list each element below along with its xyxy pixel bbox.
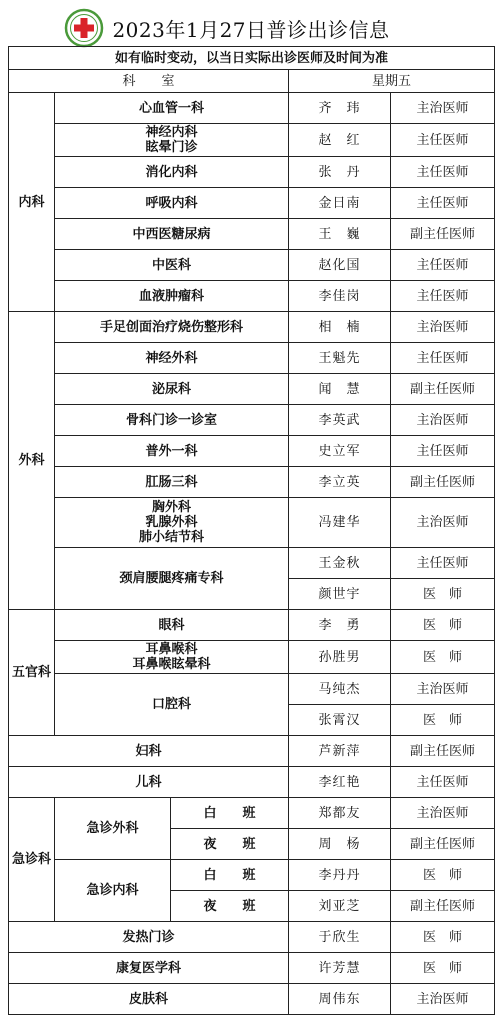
dept-cell: 泌尿科 [55, 374, 289, 405]
dept-cell: 发热门诊 [9, 922, 289, 953]
doctor-cell: 李红艳 [289, 767, 391, 798]
title-cell: 医 师 [391, 922, 495, 953]
doctor-cell: 王金秋 [289, 548, 391, 579]
table-row [9, 767, 495, 798]
doctor-cell: 冯建华 [289, 498, 391, 548]
title-cell: 主任医师 [391, 343, 495, 374]
table-row [9, 312, 495, 343]
title-cell: 副主任医师 [391, 891, 495, 922]
shift-cell: 夜 班 [171, 891, 289, 922]
table-row [9, 674, 495, 705]
title-cell: 主治医师 [391, 674, 495, 705]
title-cell: 主任医师 [391, 157, 495, 188]
page-title: 2023年1月27日普诊出诊信息 [112, 18, 390, 42]
title-cell: 医 师 [391, 579, 495, 610]
title-cell: 主任医师 [391, 548, 495, 579]
doctor-cell: 赵化国 [289, 250, 391, 281]
header [8, 6, 494, 46]
doctor-cell: 芦新萍 [289, 736, 391, 767]
title-cell: 副主任医师 [391, 467, 495, 498]
dept-cell: 中西医糖尿病 [55, 219, 289, 250]
table-row [9, 610, 495, 641]
doctor-cell: 史立军 [289, 436, 391, 467]
title-cell: 主治医师 [391, 798, 495, 829]
dept-cell: 呼吸内科 [55, 188, 289, 219]
table-row [9, 736, 495, 767]
dept-cell [55, 641, 289, 674]
table-row [9, 922, 495, 953]
shift-cell: 白 班 [171, 798, 289, 829]
dept-line: 神经内科 眩晕门诊 [145, 125, 198, 155]
title-cell: 副主任医师 [391, 829, 495, 860]
title-cell: 主任医师 [391, 767, 495, 798]
notice-row [9, 47, 495, 70]
doctor-cell: 李英武 [289, 405, 391, 436]
table-row [9, 436, 495, 467]
dept-cell: 消化内科 [55, 157, 289, 188]
table-row [9, 250, 495, 281]
doctor-cell: 张霄汉 [289, 705, 391, 736]
doctor-cell: 李 勇 [289, 610, 391, 641]
title-cell: 医 师 [391, 953, 495, 984]
doctor-cell: 赵 红 [289, 124, 391, 157]
title-cell: 主任医师 [391, 436, 495, 467]
dept-cell: 皮肤科 [9, 984, 289, 1015]
dept-cell [55, 124, 289, 157]
table-row [9, 188, 495, 219]
table-row [9, 124, 495, 157]
table-row [9, 798, 495, 829]
title-cell: 主治医师 [391, 312, 495, 343]
title-cell: 医 师 [391, 610, 495, 641]
table-row [9, 93, 495, 124]
group-neike: 内科 [9, 93, 55, 312]
doctor-cell: 于欣生 [289, 922, 391, 953]
title-cell: 主任医师 [391, 281, 495, 312]
doctor-cell: 相 楠 [289, 312, 391, 343]
header-dept: 科 室 [9, 70, 289, 93]
title-cell: 医 师 [391, 641, 495, 674]
doctor-cell: 王魁先 [289, 343, 391, 374]
table-row [9, 498, 495, 548]
dept-cell: 手足创面治疗烧伤整形科 [55, 312, 289, 343]
dept-cell: 心血管一科 [55, 93, 289, 124]
dept-cell: 眼科 [55, 610, 289, 641]
dept-cell: 肛肠三科 [55, 467, 289, 498]
doctor-cell: 马纯杰 [289, 674, 391, 705]
dept-cell: 中医科 [55, 250, 289, 281]
shift-cell: 白 班 [171, 860, 289, 891]
header-row [9, 70, 495, 93]
shift-cell: 夜 班 [171, 829, 289, 860]
dept-cell [55, 498, 289, 548]
group-waike: 外科 [9, 312, 55, 610]
doctor-cell: 李立英 [289, 467, 391, 498]
table-row [9, 548, 495, 579]
table-row [9, 281, 495, 312]
dept-cell: 骨科门诊一诊室 [55, 405, 289, 436]
title-cell: 医 师 [391, 705, 495, 736]
dept-cell: 急诊内科 [55, 860, 171, 922]
doctor-cell: 金日南 [289, 188, 391, 219]
title-cell: 主任医师 [391, 124, 495, 157]
dept-cell: 儿科 [9, 767, 289, 798]
title-cell: 医 师 [391, 860, 495, 891]
doctor-cell: 王 巍 [289, 219, 391, 250]
schedule-table [8, 46, 495, 1015]
group-jizhen: 急诊科 [9, 798, 55, 922]
title-cell: 主治医师 [391, 984, 495, 1015]
table-row [9, 405, 495, 436]
doctor-cell: 闻 慧 [289, 374, 391, 405]
table-row [9, 343, 495, 374]
dept-cell: 血液肿瘤科 [55, 281, 289, 312]
table-row [9, 219, 495, 250]
title-cell: 主任医师 [391, 188, 495, 219]
doctor-cell: 齐 玮 [289, 93, 391, 124]
title-cell: 主治医师 [391, 498, 495, 548]
table-row [9, 157, 495, 188]
doctor-cell: 孙胜男 [289, 641, 391, 674]
dept-cell: 急诊外科 [55, 798, 171, 860]
doctor-cell: 李丹丹 [289, 860, 391, 891]
group-wuguan: 五官科 [9, 610, 55, 736]
table-row [9, 953, 495, 984]
dept-cell: 康复医学科 [9, 953, 289, 984]
doctor-cell: 周 杨 [289, 829, 391, 860]
dept-cell: 普外一科 [55, 436, 289, 467]
doctor-cell: 许芳慧 [289, 953, 391, 984]
doctor-cell: 周伟东 [289, 984, 391, 1015]
doctor-cell: 刘亚芝 [289, 891, 391, 922]
table-row [9, 641, 495, 674]
dept-cell: 口腔科 [55, 674, 289, 736]
title-cell: 副主任医师 [391, 219, 495, 250]
title-cell: 副主任医师 [391, 736, 495, 767]
title-cell: 主治医师 [391, 405, 495, 436]
table-row [9, 374, 495, 405]
dept-line: 胸外科 乳腺外科 肺小结节科 [138, 500, 204, 545]
doctor-cell: 郑都友 [289, 798, 391, 829]
dept-cell: 神经外科 [55, 343, 289, 374]
notice-text: 如有临时变动，以当日实际出诊医师及时间为准 [9, 47, 495, 70]
doctor-cell: 颜世宇 [289, 579, 391, 610]
title-cell: 主治医师 [391, 93, 495, 124]
title-cell: 副主任医师 [391, 374, 495, 405]
header-day: 星期五 [289, 70, 495, 93]
doctor-cell: 张 丹 [289, 157, 391, 188]
table-row [9, 467, 495, 498]
dept-line: 耳鼻喉科 耳鼻喉眩晕科 [132, 642, 211, 672]
dept-cell: 妇科 [9, 736, 289, 767]
title-cell: 主任医师 [391, 250, 495, 281]
table-row [9, 984, 495, 1015]
dept-cell: 颈肩腰腿疼痛专科 [55, 548, 289, 610]
table-row [9, 860, 495, 891]
doctor-cell: 李佳岗 [289, 281, 391, 312]
